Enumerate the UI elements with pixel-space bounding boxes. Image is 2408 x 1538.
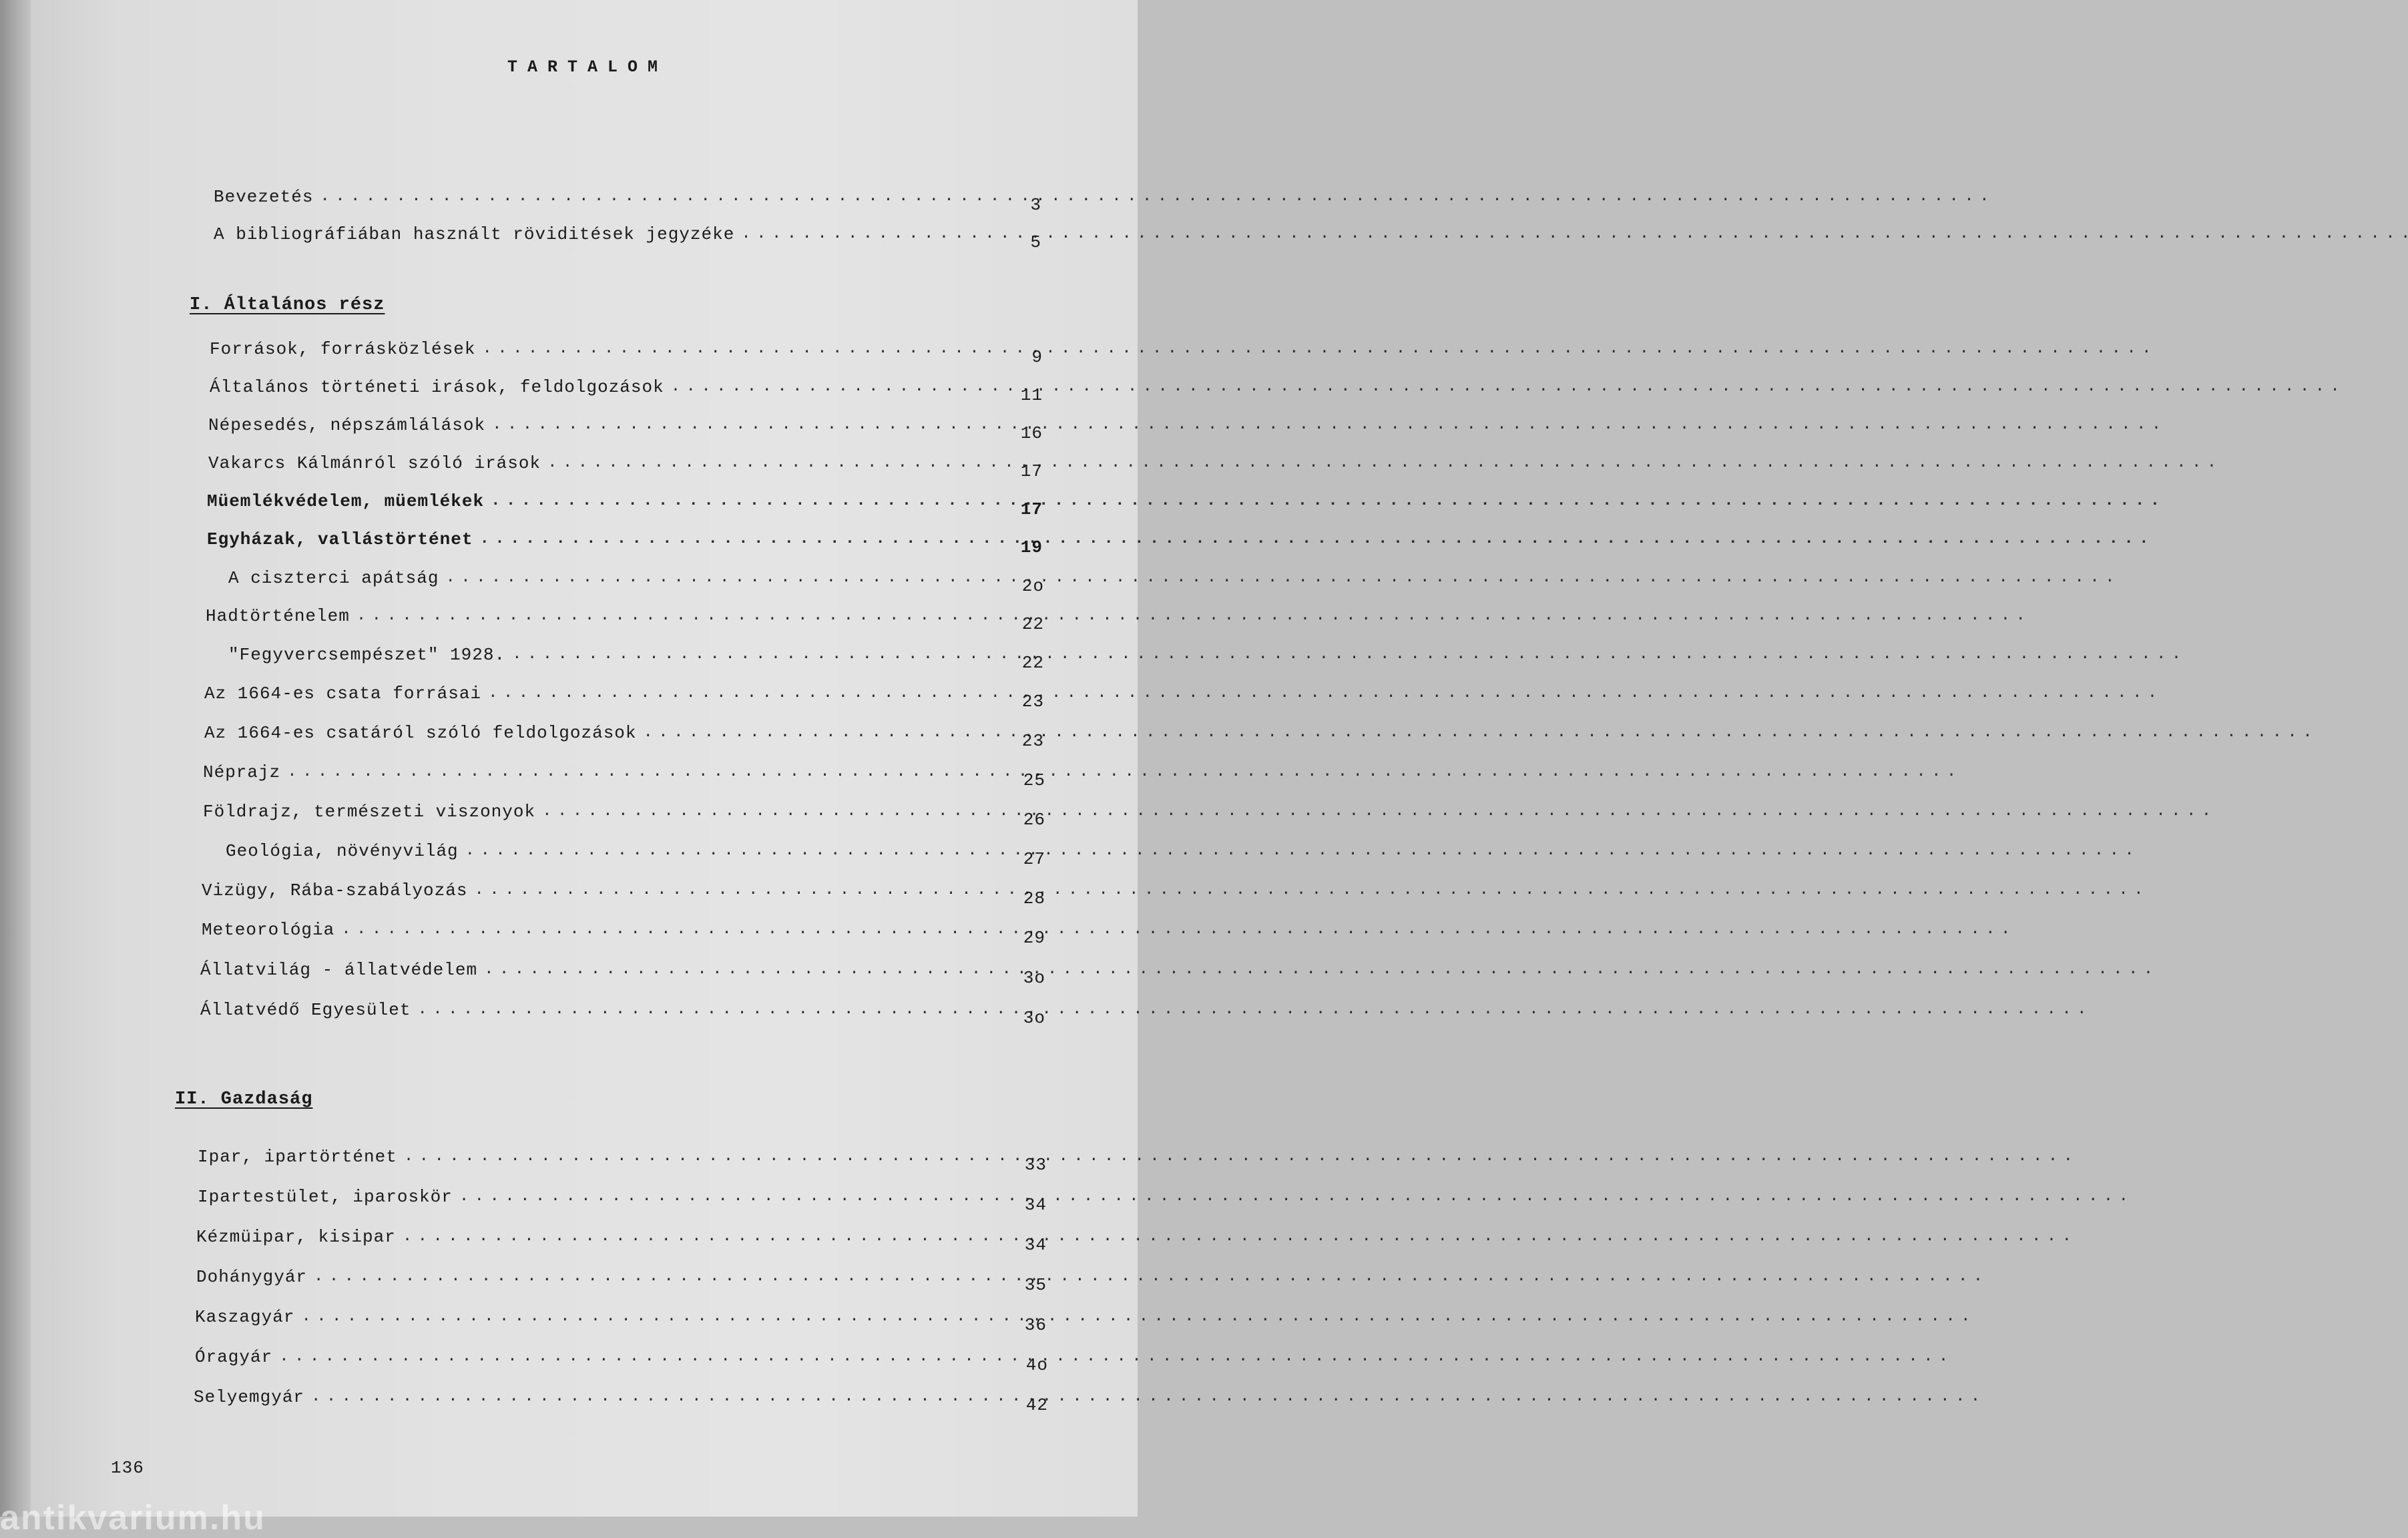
toc-entry-page: 22 — [1021, 614, 1044, 634]
toc-entry-page: 3 — [1030, 195, 1041, 215]
toc-entry-page: 26 — [1023, 810, 1045, 830]
toc-entry-page: 28 — [1023, 888, 1045, 909]
leader-dots — [404, 1140, 1011, 1167]
toc-entry — [210, 370, 1043, 405]
toc-entry — [195, 1340, 1048, 1375]
leader-dots — [542, 795, 1009, 822]
toc-entry-label: Ipar, ipartörténet — [198, 1147, 397, 1167]
toc-entry-label: A ciszterci apátság — [228, 568, 439, 588]
toc-entry-label: Földrajz, természeti viszonyok — [203, 802, 536, 822]
toc-entry — [203, 795, 1045, 830]
toc-entry-page: 16 — [1020, 423, 1043, 443]
toc-entry-page: 25 — [1023, 770, 1045, 790]
leader-dots — [482, 332, 1007, 359]
toc-entry-label: Állatvilág - állatvédelem — [200, 960, 478, 980]
leader-dots — [279, 1340, 1012, 1367]
toc-entry-label: Meteorológia — [202, 920, 335, 940]
toc-entry — [206, 599, 1044, 634]
leader-dots — [474, 874, 1009, 901]
toc-entry-page: 19 — [1020, 537, 1043, 557]
toc-entry-page: 35 — [1024, 1275, 1047, 1295]
toc-entry-label: Hadtörténelem — [206, 606, 350, 626]
leader-dots — [314, 1260, 1011, 1287]
toc-entry-page: 17 — [1020, 461, 1043, 481]
toc-entry-page: 5 — [1030, 232, 1041, 252]
toc-entry — [202, 874, 1045, 909]
toc-entry-label: Az 1664-es csatáról szóló feldolgozások — [204, 723, 637, 743]
leader-dots — [356, 599, 1008, 626]
toc-entry — [202, 913, 1045, 948]
toc-entry-page: 3o — [1023, 968, 1045, 988]
toc-entry-label: Népesedés, népszámlálások — [208, 415, 486, 435]
leader-dots — [491, 485, 1007, 511]
leader-dots — [403, 1220, 1011, 1247]
leader-dots — [311, 1380, 1012, 1407]
toc-entry-page: 23 — [1021, 731, 1044, 751]
toc-entry-page: 17 — [1020, 499, 1043, 519]
toc-entry-label: Általános történeti irások, feldolgozások — [210, 377, 664, 397]
toc-entry-abbreviations — [214, 218, 1041, 252]
toc-subentry — [228, 638, 1044, 673]
toc-entry-page: 22 — [1021, 653, 1044, 673]
toc-entry — [204, 677, 1044, 712]
toc-entry-label: Az 1664-es csata forrásai — [204, 684, 482, 704]
leader-dots — [320, 180, 1005, 207]
toc-entry-page: 23 — [1021, 692, 1044, 712]
toc-entry-label: Egyházak, vallástörténet — [207, 529, 473, 549]
toc-entry-page: 29 — [1023, 928, 1045, 948]
toc-entry-label: Állatvédő Egyesület — [200, 1000, 411, 1020]
leader-dots — [301, 1300, 1011, 1327]
toc-entry-label: Vizügy, Rába-szabályozás — [202, 880, 468, 901]
toc-entry-label: Kaszagyár — [195, 1307, 295, 1327]
toc-entry-label: Müemlékvédelem, müemlékek — [207, 491, 485, 511]
toc-subentry — [228, 561, 1044, 596]
toc-entry-page: 34 — [1024, 1195, 1047, 1215]
toc-entry-label: Dohánygyár — [196, 1267, 308, 1287]
toc-entry — [208, 409, 1043, 443]
leader-dots — [417, 993, 1009, 1020]
toc-entry-page: 4o — [1025, 1355, 1048, 1375]
leader-dots — [644, 716, 1009, 743]
leader-dots — [479, 523, 1007, 549]
leader-dots — [547, 447, 1007, 473]
toc-entry-label: Bevezetés — [214, 187, 314, 207]
leader-dots — [445, 561, 1008, 588]
toc-entry-label: Selyemgyár — [194, 1387, 305, 1407]
watermark-logo: antikvarium.hu — [0, 1499, 266, 1537]
leader-dots — [465, 834, 1009, 861]
toc-entry — [207, 485, 1043, 519]
leader-dots — [459, 1180, 1011, 1207]
toc-entry — [200, 993, 1045, 1028]
toc-entry-page: 2o — [1021, 576, 1044, 596]
toc-entry-page: 42 — [1025, 1395, 1048, 1415]
toc-entry-label: Kézmüipar, kisipar — [196, 1227, 396, 1247]
toc-entry-label: "Fegyvercsempészet" 1928. — [228, 645, 506, 665]
toc-title: TARTALOM — [507, 57, 668, 77]
toc-entry — [198, 1180, 1047, 1215]
toc-entry-page: 34 — [1024, 1235, 1047, 1255]
toc-entry-page: 11 — [1020, 385, 1043, 405]
toc-entry — [198, 1140, 1047, 1175]
toc-entry-page: 33 — [1024, 1155, 1047, 1175]
toc-entry-page: 36 — [1024, 1315, 1047, 1335]
section-heading-economy: II. Gazdaság — [175, 1089, 313, 1109]
toc-entry — [194, 1380, 1048, 1415]
toc-entry-label: Geológia, növényvilág — [226, 841, 459, 861]
leader-dots — [341, 913, 1009, 940]
toc-entry — [208, 447, 1043, 481]
toc-entry-label: Vakarcs Kálmánról szóló irások — [208, 453, 541, 473]
page-number: 136 — [111, 1458, 144, 1478]
leader-dots — [488, 677, 1008, 704]
leader-dots — [741, 218, 1005, 244]
toc-entry-label: Források, forrásközlések — [210, 339, 476, 359]
leader-dots — [671, 370, 1007, 397]
toc-entry — [203, 756, 1045, 790]
toc-entry-page: 9 — [1031, 347, 1043, 367]
leader-dots — [512, 638, 1008, 665]
section-heading-general: I. Általános rész — [190, 295, 385, 315]
leader-dots — [492, 409, 1007, 435]
toc-entry-label: Ipartestület, iparoskör — [198, 1187, 453, 1207]
toc-entry-page: 3o — [1023, 1008, 1045, 1028]
toc-entry — [207, 523, 1043, 557]
toc-entry-page: 27 — [1023, 849, 1045, 869]
toc-entry — [210, 332, 1043, 367]
toc-entry-label: A bibliográfiában használt röviditések jegyzéke — [214, 224, 735, 244]
toc-entry — [195, 1300, 1047, 1335]
leader-dots — [484, 953, 1009, 980]
leader-dots — [287, 756, 1009, 782]
toc-entry — [196, 1220, 1047, 1255]
toc-entry — [204, 716, 1044, 751]
toc-entry — [200, 953, 1045, 988]
toc-entry — [196, 1260, 1047, 1295]
toc-entry-label: Óragyár — [195, 1347, 273, 1367]
toc-subentry — [226, 834, 1045, 869]
toc-entry-label: Néprajz — [203, 762, 281, 782]
toc-entry-intro — [214, 180, 1041, 215]
